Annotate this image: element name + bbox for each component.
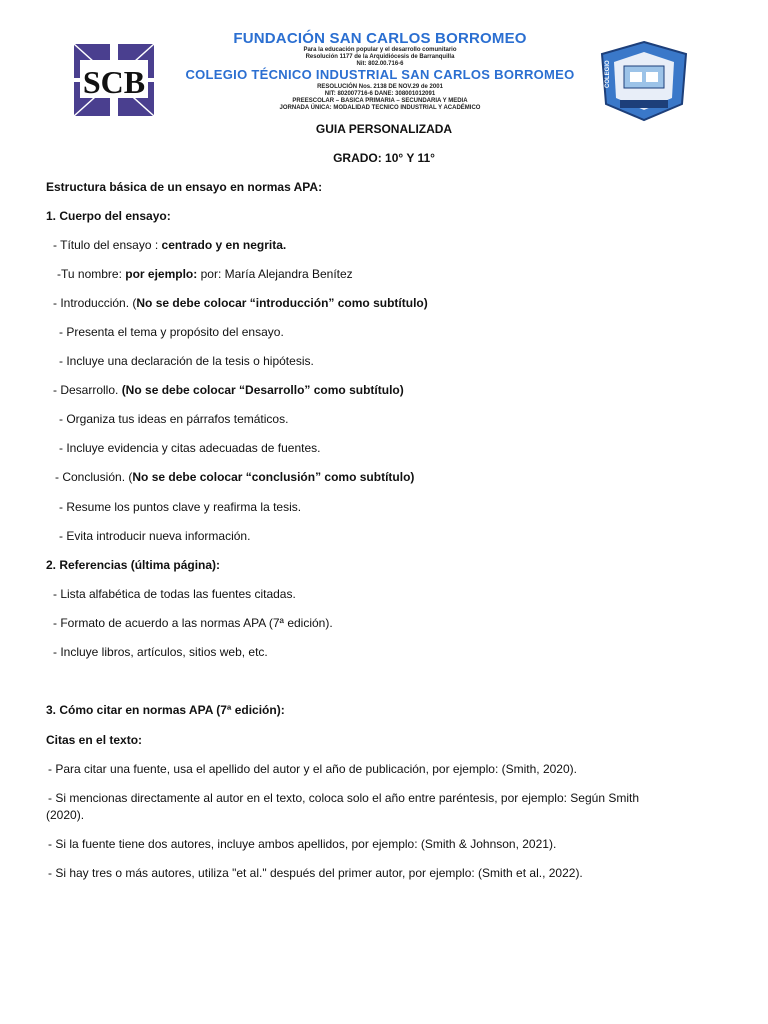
foundation-subtitle-2: Resolución 1177 de la Arquidiócesis de Barranquilla — [305, 54, 455, 60]
doc-grade: GRADO: 10° Y 11° — [333, 151, 435, 165]
intro-heading: Estructura básica de un ensayo en normas APA: — [46, 180, 323, 194]
s2-point-3: - Incluye libros, artículos, sitios web, etc. — [53, 645, 268, 659]
school-seal-right — [598, 40, 690, 122]
s1-intro-point-2: - Incluye una declaración de la tesis o hipótesis. — [59, 354, 314, 368]
doc-title: GUIA PERSONALIZADA — [315, 122, 453, 136]
s1-development-line: - Desarrollo. (No se debe colocar “Desarrollo” como subtítulo) — [53, 383, 404, 397]
s2-point-1: - Lista alfabética de todas las fuentes citadas. — [53, 587, 296, 601]
s1-intro-point-1: - Presenta el tema y propósito del ensayo. — [59, 325, 284, 339]
svg-text:SCB: SCB — [82, 64, 146, 100]
foundation-title: FUNDACIÓN SAN CARLOS BORROMEO — [233, 30, 527, 47]
school-nit-dane: NIT: 802007716-6 DANE: 308001012091 — [324, 91, 436, 97]
s1-development-point-2: - Incluye evidencia y citas adecuadas de fuentes. — [59, 441, 321, 455]
section-3-heading: 3. Cómo citar en normas APA (7ª edición): — [46, 703, 285, 717]
s3-point-2b: (2020). — [46, 808, 85, 822]
school-logo-left — [72, 42, 156, 118]
s3-point-4: - Si hay tres o más autores, utiliza "et al." después del primer autor, por ejemplo: (Smith et al., 2022). — [48, 866, 583, 880]
foundation-nit: Nit: 802.00.716-6 — [356, 61, 404, 67]
school-title: COLEGIO TÉCNICO INDUSTRIAL SAN CARLOS BORROMEO — [185, 67, 575, 82]
school-schedule: JORNADA ÚNICA: MODALIDAD TECNICO INDUSTRIAL Y ACADÉMICO — [279, 105, 481, 111]
foundation-subtitle-1: Para la educación popular y el desarrollo comunitario — [303, 47, 457, 53]
section-3-subheading: Citas en el texto: — [46, 733, 143, 747]
s3-point-3: - Si la fuente tiene dos autores, incluye ambos apellidos, por ejemplo: (Smith & Johnson, 2021). — [48, 837, 557, 851]
school-resolution: RESOLUCIÓN Nos. 2138 DE NOV.29 de 2001 — [317, 84, 443, 90]
s1-conclusion-point-2: - Evita introducir nueva información. — [59, 529, 251, 543]
section-1-heading: 1. Cuerpo del ensayo: — [46, 209, 171, 223]
s1-conclusion-line: - Conclusión. (No se debe colocar “conclusión” como subtítulo) — [55, 470, 415, 484]
section-2-heading: 2. Referencias (última página): — [46, 558, 221, 572]
s1-development-point-1: - Organiza tus ideas en párrafos temáticos. — [59, 412, 289, 426]
s2-point-2: - Formato de acuerdo a las normas APA (7ª edición). — [53, 616, 333, 630]
s3-point-1: - Para citar una fuente, usa el apellido del autor y el año de publicación, por ejemplo: (Smith, 2020). — [48, 762, 577, 776]
s1-title-line: - Título del ensayo : centrado y en negrita. — [53, 238, 287, 252]
svg-text:COLEGIO: COLEGIO — [605, 60, 611, 88]
s1-conclusion-point-1: - Resume los puntos clave y reafirma la tesis. — [59, 500, 302, 514]
s3-point-2a: - Si mencionas directamente al autor en el texto, coloca solo el año entre paréntesis, por ejemplo: Según Smith — [48, 791, 639, 805]
school-levels: PREESCOLAR – BASICA PRIMARIA – SECUNDARIA Y MEDIA — [292, 98, 468, 104]
s1-intro-line: - Introducción. (No se debe colocar “introducción” como subtítulo) — [53, 296, 428, 310]
s1-name-line: -Tu nombre: por ejemplo: por: María Alejandra Benítez — [57, 267, 353, 281]
